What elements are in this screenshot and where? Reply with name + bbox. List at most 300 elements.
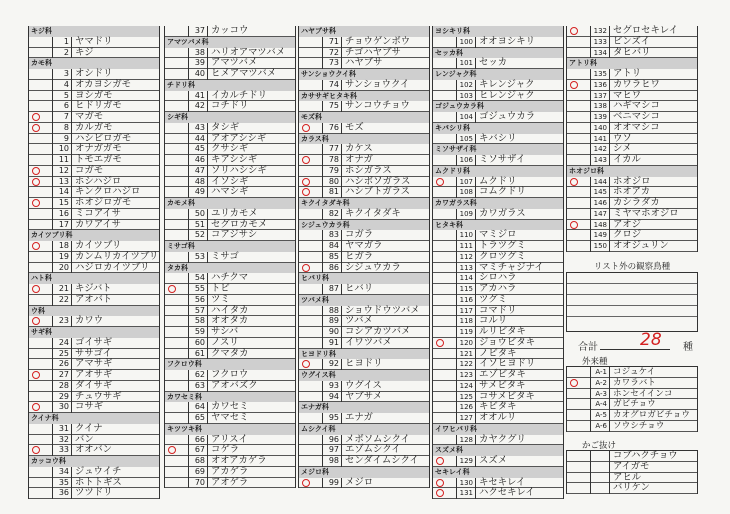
species-row[interactable] [28, 445, 160, 456]
species-number: 24 [52, 338, 72, 349]
species-number: 80 [322, 177, 342, 188]
observed-check-mark [436, 489, 444, 497]
species-row[interactable] [28, 37, 160, 48]
species-name: ホオジロ [613, 175, 651, 187]
species-number: 111 [456, 241, 476, 252]
observed-check-mark [168, 446, 176, 454]
species-number: 47 [188, 166, 208, 177]
species-number: 22 [52, 295, 72, 306]
species-number: 115 [456, 284, 476, 295]
observed-check-mark [570, 379, 578, 387]
species-row[interactable] [164, 478, 296, 489]
species-number: 41 [188, 91, 208, 102]
family-header: セキレイ科 [432, 467, 564, 478]
species-number: 57 [188, 306, 208, 317]
species-name: ヒヨドリ [345, 358, 383, 370]
species-row[interactable] [432, 456, 564, 467]
species-row[interactable] [432, 134, 564, 145]
species-row[interactable] [164, 69, 296, 80]
species-number: 29 [52, 392, 72, 403]
species-row[interactable] [28, 252, 160, 263]
species-row[interactable] [432, 187, 564, 198]
species-row[interactable] [566, 80, 698, 91]
species-name: カルガモ [75, 121, 113, 133]
species-name: コガラ [345, 229, 374, 241]
observed-check-mark [436, 479, 444, 487]
family-header: シギ科 [164, 112, 296, 123]
species-number: 123 [456, 370, 476, 381]
species-number: 13 [52, 177, 72, 188]
species-row[interactable] [566, 241, 698, 252]
species-number: 124 [456, 381, 476, 392]
species-row[interactable] [432, 488, 564, 499]
species-row[interactable] [298, 338, 430, 349]
species-number: 23 [52, 316, 72, 327]
species-number: 106 [456, 155, 476, 166]
species-number: 7 [52, 112, 72, 123]
family-header: ヒヨドリ科 [298, 349, 430, 360]
species-number: 114 [456, 273, 476, 284]
species-name: コルリ [479, 315, 508, 327]
species-row[interactable] [298, 456, 430, 467]
species-name: ヤマガラ [345, 240, 383, 251]
species-row[interactable] [298, 478, 430, 489]
species-number [590, 483, 610, 494]
family-header: ヒタキ科 [432, 220, 564, 231]
species-row[interactable] [164, 413, 296, 424]
species-name: シジュウカラ [345, 261, 401, 273]
species-name: ハイタカ [211, 304, 249, 316]
observed-check-mark [570, 27, 578, 35]
family-header: カモ科 [28, 58, 160, 69]
species-name: カワセミ [211, 401, 249, 413]
species-row[interactable] [298, 381, 430, 392]
species-number: 79 [322, 166, 342, 177]
species-name: ハチクマ [211, 272, 249, 284]
species-name: イカル [613, 154, 641, 165]
observed-check-mark [32, 242, 40, 250]
species-row[interactable] [566, 48, 698, 59]
species-name: ソウシチョウ [613, 420, 665, 431]
species-name: ウグイス [345, 379, 382, 391]
family-header: サギ科 [28, 327, 160, 338]
family-header: キバシリ科 [432, 123, 564, 134]
species-number: 38 [188, 48, 208, 59]
species-name: カイツブリ [75, 240, 122, 251]
family-header: シジュウカラ科 [298, 220, 430, 231]
species-number: 75 [322, 101, 342, 112]
species-name: ジョウビタキ [479, 336, 536, 348]
species-name: ゴジュウカラ [479, 111, 536, 122]
species-name: ハクセキレイ [479, 487, 535, 499]
species-row[interactable] [164, 284, 296, 295]
species-number: A-3 [590, 389, 610, 400]
species-name: ウソ [613, 132, 632, 144]
species-number: 16 [52, 209, 72, 220]
species-name: サメビタキ [479, 379, 526, 391]
species-name: クイナ [75, 422, 103, 434]
observed-check-mark [32, 446, 40, 454]
species-name: アマツバメ [211, 57, 258, 69]
species-row[interactable] [432, 80, 564, 91]
family-header: カラス科 [298, 134, 430, 145]
species-number: 121 [456, 349, 476, 360]
family-header: ミサゴ科 [164, 241, 296, 252]
species-name: オオタカ [211, 315, 249, 327]
species-number: 132 [590, 26, 610, 37]
species-name: キアシシギ [211, 154, 258, 165]
species-row[interactable] [432, 58, 564, 69]
species-name: ヤブサメ [345, 390, 383, 402]
species-name: ジュウイチ [75, 465, 122, 477]
family-header: ムシクイ科 [298, 424, 430, 435]
species-number: 107 [456, 177, 476, 188]
alien-title: 外来種 [582, 357, 608, 367]
species-row[interactable] [164, 349, 296, 360]
species-number: 49 [188, 187, 208, 198]
species-name: ミソサザイ [479, 154, 526, 165]
species-row[interactable] [28, 338, 160, 349]
family-header: ミソサザイ科 [432, 144, 564, 155]
species-row[interactable] [566, 123, 698, 134]
species-row[interactable] [28, 402, 160, 413]
cage-species-row[interactable] [566, 483, 698, 494]
species-number: 36 [52, 488, 72, 499]
observed-check-mark [32, 178, 40, 186]
species-row[interactable] [432, 381, 564, 392]
species-row[interactable] [164, 467, 296, 478]
observed-check-mark [32, 167, 40, 175]
species-row[interactable] [28, 48, 160, 59]
species-number: 142 [590, 144, 610, 155]
species-name: シロハラ [479, 272, 517, 284]
species-name: カワアイサ [75, 218, 122, 230]
species-name: マヒワ [613, 89, 642, 101]
family-header: カモメ科 [164, 198, 296, 209]
species-name: ツミ [211, 293, 230, 305]
species-number: 103 [456, 91, 476, 102]
family-header: ツバメ科 [298, 295, 430, 306]
species-name: アオバズク [211, 379, 258, 391]
family-header: モズ科 [298, 112, 430, 123]
species-number: 130 [456, 478, 476, 489]
alien-species-row[interactable] [566, 389, 698, 400]
species-name: オオバン [75, 444, 113, 456]
species-name: オオアカゲラ [211, 455, 267, 466]
species-number [590, 473, 610, 484]
species-number: 141 [590, 134, 610, 145]
species-name: ヒバリ [345, 283, 374, 294]
species-row[interactable] [164, 166, 296, 177]
species-row[interactable] [28, 295, 160, 306]
species-number: 31 [52, 424, 72, 435]
species-name: コアジサシ [211, 229, 258, 241]
species-number: 136 [590, 80, 610, 91]
species-number: 12 [52, 166, 72, 177]
species-row[interactable] [164, 230, 296, 241]
species-name: ルリビタキ [479, 326, 526, 337]
species-number: 77 [322, 144, 342, 155]
family-header: クイナ科 [28, 413, 160, 424]
species-number: 56 [188, 295, 208, 306]
species-name: チゴハヤブサ [345, 46, 401, 58]
species-name: オカヨシガモ [75, 78, 131, 90]
species-number: 21 [52, 284, 72, 295]
species-number: 66 [188, 435, 208, 446]
species-row[interactable] [432, 112, 564, 123]
observed-check-mark [302, 124, 310, 132]
species-number: A-5 [590, 410, 610, 421]
species-number: 95 [322, 413, 342, 424]
species-number: 20 [52, 263, 72, 274]
observed-check-mark [570, 178, 578, 186]
species-row[interactable] [164, 123, 296, 134]
species-number: 146 [590, 198, 610, 209]
species-name: ミヤマホオジロ [613, 207, 679, 219]
cage-species-row[interactable] [566, 462, 698, 473]
alien-species-row[interactable] [566, 378, 698, 389]
total-value: 28 [640, 330, 662, 350]
species-row[interactable] [298, 359, 430, 370]
species-row[interactable] [298, 252, 430, 263]
species-row[interactable] [164, 101, 296, 112]
total-unit: 種 [683, 342, 693, 353]
species-row[interactable] [298, 101, 430, 112]
species-row[interactable] [566, 209, 698, 220]
species-name: ホオジロガモ [75, 197, 132, 208]
species-row[interactable] [298, 166, 430, 177]
species-name: コガモ [75, 164, 104, 176]
species-name: センダイムシクイ [345, 455, 419, 466]
species-name: ノスリ [211, 336, 239, 348]
species-row[interactable] [432, 155, 564, 166]
species-row[interactable] [298, 284, 430, 295]
species-row[interactable] [298, 392, 430, 403]
species-name: クマタカ [211, 347, 249, 359]
species-row[interactable] [432, 435, 564, 446]
species-number: A-6 [590, 421, 610, 432]
species-name: エゾビタキ [479, 369, 526, 380]
species-name: ホシガラス [345, 164, 392, 176]
species-name: コサギ [75, 401, 104, 413]
species-number: 102 [456, 80, 476, 91]
observed-check-mark [302, 178, 310, 186]
species-number: 4 [52, 80, 72, 91]
family-header: セッカ科 [432, 48, 564, 59]
species-number: 39 [188, 58, 208, 69]
observed-check-mark [32, 403, 40, 411]
species-name: イカルチドリ [211, 89, 267, 101]
species-number: 128 [456, 435, 476, 446]
species-name: ユリカモメ [211, 207, 258, 219]
species-name: ヒドリガモ [75, 100, 122, 112]
species-number: 11 [52, 155, 72, 166]
species-name: コマドリ [479, 304, 517, 316]
observed-check-mark [570, 81, 578, 89]
species-row[interactable] [298, 80, 430, 91]
species-row[interactable] [28, 381, 160, 392]
species-row[interactable] [432, 252, 564, 263]
species-row[interactable] [28, 316, 160, 327]
alien-species-row[interactable] [566, 410, 698, 421]
species-name: オナガガモ [75, 143, 122, 155]
alien-species-row[interactable] [566, 399, 698, 410]
species-row[interactable] [164, 381, 296, 392]
species-number: 50 [188, 209, 208, 220]
species-name: イワツバメ [345, 336, 392, 348]
family-header: フクロウ科 [164, 359, 296, 370]
species-name: イソヒヨドリ [479, 358, 536, 370]
species-number: 81 [322, 187, 342, 198]
alien-species-row[interactable] [566, 367, 698, 378]
species-name: オオヨシキリ [479, 35, 535, 47]
species-name: キクイタダキ [345, 207, 401, 219]
species-row[interactable] [432, 295, 564, 306]
species-row[interactable] [298, 209, 430, 220]
species-name: ヤマドリ [75, 35, 113, 47]
species-number: 32 [52, 435, 72, 446]
species-row[interactable] [164, 273, 296, 284]
observed-check-mark [32, 199, 40, 207]
species-row[interactable] [432, 37, 564, 48]
observed-check-mark [436, 339, 444, 347]
species-name: シメ [613, 143, 632, 155]
species-number: 127 [456, 413, 476, 424]
species-name: ヒレンジャク [479, 89, 535, 101]
species-number: 125 [456, 392, 476, 403]
checklist-column [432, 26, 564, 499]
species-name: アカゲラ [211, 465, 249, 477]
alien-species-row[interactable] [566, 421, 698, 432]
species-row[interactable] [566, 155, 698, 166]
species-number: 82 [322, 209, 342, 220]
species-row[interactable] [28, 263, 160, 274]
species-row[interactable] [298, 413, 430, 424]
species-name: サンコウチョウ [345, 100, 410, 112]
species-name: チョウゲンボウ [345, 35, 411, 47]
family-header: ムクドリ科 [432, 166, 564, 177]
species-number: 30 [52, 402, 72, 413]
species-number: 122 [456, 359, 476, 370]
species-number: 48 [188, 177, 208, 188]
species-row[interactable] [298, 187, 430, 198]
observed-check-mark [302, 188, 310, 196]
species-number: 43 [188, 123, 208, 134]
species-name: タヒバリ [613, 46, 651, 58]
species-row[interactable] [164, 252, 296, 263]
species-row[interactable] [566, 37, 698, 48]
species-name: アオバト [75, 293, 113, 305]
species-row[interactable] [164, 187, 296, 198]
species-row[interactable] [28, 123, 160, 134]
species-row[interactable] [298, 37, 430, 48]
species-row[interactable] [164, 209, 296, 220]
species-name: アオサギ [75, 369, 113, 380]
species-number: 120 [456, 338, 476, 349]
species-row[interactable] [298, 263, 430, 274]
family-header: カワガラス科 [432, 198, 564, 209]
observed-check-mark [302, 264, 310, 272]
species-number: 90 [322, 327, 342, 338]
family-header: スズメ科 [432, 445, 564, 456]
species-row[interactable] [298, 123, 430, 134]
species-number: 137 [590, 91, 610, 102]
species-number: 110 [456, 230, 476, 241]
species-row[interactable] [28, 488, 160, 499]
family-header: カイツブリ科 [28, 230, 160, 241]
species-name: ビンズイ [613, 35, 651, 47]
species-name: バリケン [613, 482, 650, 494]
species-number: 9 [52, 134, 72, 145]
species-name: ソリハシシギ [211, 164, 267, 176]
species-number [590, 451, 610, 462]
species-row[interactable] [432, 91, 564, 102]
species-name: ダイサギ [75, 379, 113, 391]
species-row[interactable] [164, 338, 296, 349]
species-number: 100 [456, 37, 476, 48]
species-number: 10 [52, 144, 72, 155]
species-number: 113 [456, 263, 476, 274]
species-name: アヒル [613, 471, 642, 483]
species-name: クロジ [613, 229, 642, 241]
species-name: ヤマセミ [211, 412, 249, 423]
species-row[interactable] [28, 209, 160, 220]
species-row[interactable] [28, 220, 160, 231]
species-row[interactable] [432, 413, 564, 424]
checklist-column [566, 26, 698, 252]
species-row[interactable] [28, 80, 160, 91]
checklist-column [298, 26, 430, 488]
species-number: 135 [590, 69, 610, 80]
species-name: ムクドリ [479, 175, 517, 187]
observed-check-mark [168, 285, 176, 293]
other-species-box [566, 262, 698, 332]
species-row[interactable] [28, 166, 160, 177]
species-name: ハギマシコ [613, 100, 660, 112]
species-number: 60 [188, 338, 208, 349]
species-number: 27 [52, 370, 72, 381]
species-name: キレンジャク [479, 78, 535, 90]
species-number: 73 [322, 58, 342, 69]
family-header: ハヤブサ科 [298, 26, 430, 37]
species-name: アオジ [613, 218, 642, 230]
species-number: 134 [590, 48, 610, 59]
species-row[interactable] [432, 338, 564, 349]
species-number: 53 [188, 252, 208, 263]
species-row[interactable] [164, 26, 296, 37]
family-header: タカ科 [164, 263, 296, 274]
species-number: 33 [52, 445, 72, 456]
species-row[interactable] [164, 295, 296, 306]
species-row[interactable] [28, 424, 160, 435]
species-number: 15 [52, 198, 72, 209]
species-row[interactable] [432, 209, 564, 220]
species-number: 104 [456, 112, 476, 123]
species-name: ササゴイ [75, 347, 112, 359]
species-name: コムクドリ [479, 186, 526, 198]
species-name: ヒメアマツバメ [211, 68, 277, 79]
species-row[interactable] [566, 134, 698, 145]
family-header: カササギヒタキ科 [298, 91, 430, 102]
observed-check-mark [302, 360, 310, 368]
species-row[interactable] [28, 467, 160, 478]
species-number: 45 [188, 144, 208, 155]
species-row[interactable] [298, 58, 430, 69]
species-name: ガビチョウ [613, 399, 656, 410]
family-header: ハト科 [28, 273, 160, 284]
species-name: モズ [345, 121, 364, 133]
species-name: ツグミ [479, 293, 508, 305]
